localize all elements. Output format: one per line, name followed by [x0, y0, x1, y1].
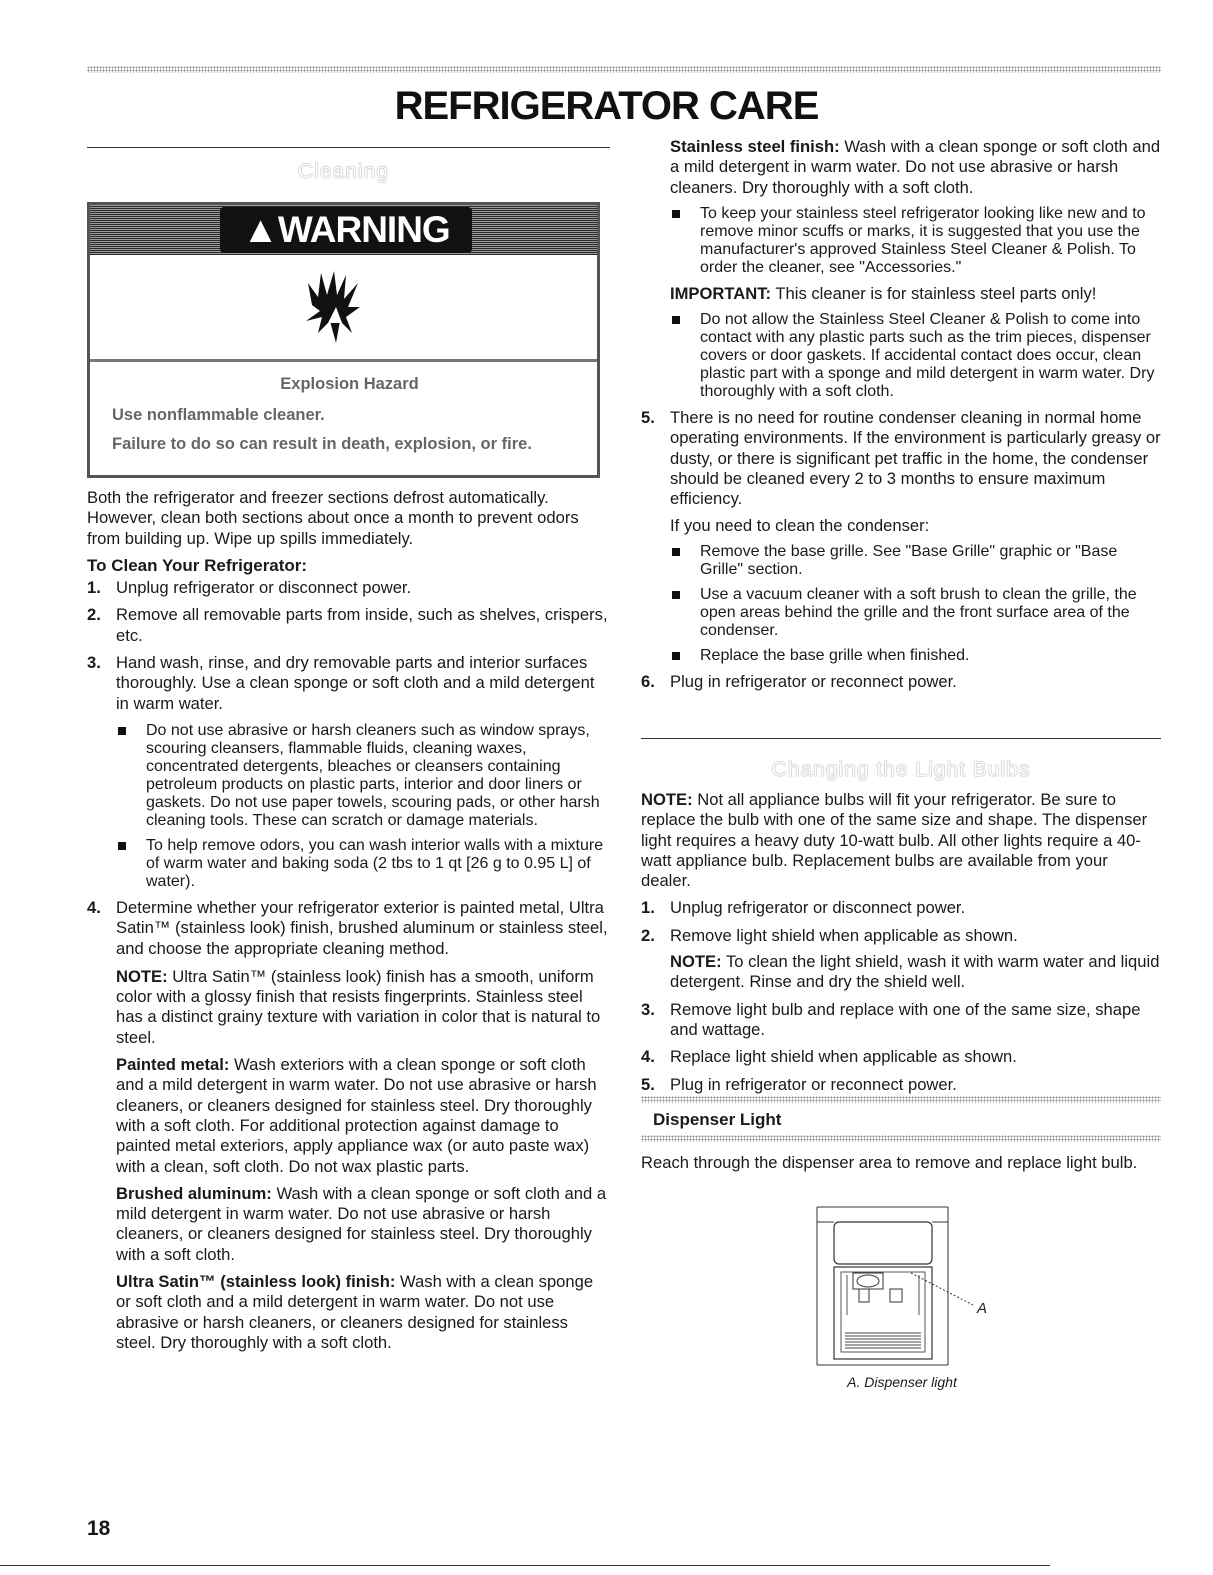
bulbs-note — [641, 790, 1161, 891]
bulb-step-5 — [641, 1075, 1161, 1095]
step-text: Plug in refrigerator or reconnect power. — [670, 1074, 957, 1094]
stainless-paragraph — [670, 137, 1161, 198]
warning-box — [87, 202, 600, 478]
step-text: Remove light shield when applicable as shown. — [670, 925, 1018, 945]
bullet-text: Do not allow the Stainless Steel Cleaner & Polish to come into contact with any plastic parts such as the trim pieces, dispenser covers or door gaskets. If accidental contact does occur, clean plastic part with a sponge and mild detergent in warm water. Dry thoroughly with a soft cloth. — [700, 311, 1155, 401]
bullet-text: Remove the base grille. See "Base Grille" graphic or "Base Grille" section. — [700, 542, 1118, 578]
bulbs-rule — [641, 738, 1161, 739]
stainless-bullets — [670, 205, 1161, 277]
step-num: 6. — [641, 671, 655, 691]
right-column — [641, 137, 1161, 699]
bullet-icon — [672, 210, 680, 218]
bullet-item — [670, 586, 1161, 640]
cleaning-steps — [87, 578, 610, 1353]
ultra-label: Ultra Satin™ (stainless look) finish: — [116, 1272, 396, 1292]
top-dotted-rule — [87, 66, 1161, 73]
bullet-item — [670, 205, 1161, 277]
step-text: There is no need for routine condenser cleaning in normal home operating environments. If the environment is particularly greasy or dusty, or there is significant pet traffic in the home, the condenser should be cleaned every 2 to 3 months to ensure maximum efficiency. — [670, 408, 1161, 509]
step-1 — [87, 578, 610, 598]
dispenser-figure — [815, 1205, 995, 1370]
step-num: 2. — [641, 925, 655, 945]
step-5-bullets — [670, 543, 1161, 665]
note-text: Ultra Satin™ (stainless look) finish has a smooth, uniform color with a glossy finish that resists fingerprints. Stainless steel has a distinct grainy texture with variation in color that is natural to steel. — [116, 966, 601, 1047]
left-column — [87, 488, 610, 1360]
cleaning-rule — [87, 147, 610, 148]
dispenser-rule-bottom — [641, 1135, 1161, 1142]
painted-metal-paragraph — [116, 1055, 610, 1177]
warning-line-2: Failure to do so can result in death, explosion, or fire. — [112, 435, 532, 453]
bullet-item — [670, 543, 1161, 579]
step-num: 4. — [641, 1047, 655, 1067]
note-text: Not all appliance bulbs will fit your refrigerator. Be sure to replace the bulb with one of the same size and shape. The dispenser light requires a heavy duty 10-watt bulb. All other lights require a 40-watt appliance bulb. Replacement bulbs are available from your dealer. — [641, 790, 1148, 891]
dispenser-rule-top — [641, 1096, 1161, 1103]
bottom-rule — [0, 1565, 1050, 1566]
bullet-item — [116, 837, 610, 891]
bullet-icon — [672, 316, 680, 324]
bullet-text: Do not use abrasive or harsh cleaners such as window sprays, scouring cleansers, flammable fluids, cleaning waxes, concentrated detergents, bleaches or cleansers containing petroleum products on plastic parts, interior and door liners or gaskets. Do not use paper towels, scouring pads, or other harsh cleaning tools. These can scratch or damage materials. — [146, 721, 600, 829]
note-label: NOTE: — [670, 952, 722, 972]
step-num: 1. — [641, 898, 655, 918]
bulb-step-2 — [641, 926, 1161, 993]
step-text: Replace light shield when applicable as shown. — [670, 1047, 1017, 1067]
bullet-icon — [118, 727, 126, 735]
warning-label — [220, 207, 472, 253]
step-3 — [87, 653, 610, 891]
brushed-aluminum-paragraph — [116, 1184, 610, 1265]
step-text: Remove all removable parts from inside, such as shelves, crispers, etc. — [116, 605, 608, 645]
bulbs-steps — [641, 898, 1161, 1094]
important-text: This cleaner is for stainless steel parts only! — [775, 283, 1097, 303]
important-paragraph — [670, 284, 1161, 304]
step-text: Remove light bulb and replace with one of the same size, shape and wattage. — [670, 999, 1141, 1039]
warning-text — [112, 375, 587, 464]
ultra-satin-paragraph — [116, 1272, 610, 1353]
note-label: NOTE: — [641, 790, 693, 809]
cleaning-heading: Cleaning — [298, 160, 389, 183]
bullet-text: To help remove odors, you can wash interior walls with a mixture of warm water and baking soda (2 tbs to 1 qt [26 g to 0.95 L] of water). — [146, 836, 604, 890]
step-text: Unplug refrigerator or disconnect power. — [670, 898, 966, 918]
step-text: Determine whether your refrigerator exterior is painted metal, Ultra Satin™ (stainless look) finish, brushed aluminum or stainless steel, and choose the appropriate cleaning method. — [116, 897, 608, 958]
step-2-note — [670, 952, 1161, 993]
clean-subheading: To Clean Your Refrigerator: — [87, 555, 308, 575]
warning-header — [90, 205, 597, 255]
step-num: 5. — [641, 1074, 655, 1094]
step-text: Hand wash, rinse, and dry removable parts and interior surfaces thoroughly. Use a clean sponge or soft cloth and a mild detergent in warm water. — [116, 653, 595, 713]
bulb-step-3 — [641, 1000, 1161, 1041]
step-text: Plug in refrigerator or reconnect power. — [670, 671, 957, 691]
brushed-text: Wash with a clean sponge or soft cloth and a mild detergent in warm water. Do not use abrasive or harsh cleaners, or cleaners designed for stainless steel. Dry thoroughly with a soft cloth. — [116, 1183, 607, 1264]
figure-callout: A — [977, 1300, 988, 1317]
explosion-icon — [90, 255, 597, 359]
bullet-text: To keep your stainless steel refrigerator looking like new and to remove minor scuffs or marks, it is suggested that you use the manufacturer's approved Stainless Steel Cleaner & Polish. To order the cleaner, see "Accessories." — [700, 204, 1146, 276]
step-5-sub: If you need to clean the condenser: — [670, 515, 930, 535]
page-number: 18 — [87, 1517, 111, 1540]
warning-hazard: Explosion Hazard — [280, 375, 419, 393]
important-label: IMPORTANT: — [670, 283, 772, 303]
bullet-text: Replace the base grille when finished. — [700, 646, 970, 664]
warning-separator — [90, 359, 597, 362]
brushed-label: Brushed aluminum: — [116, 1183, 272, 1203]
bullet-item — [670, 311, 1161, 401]
note-paragraph — [116, 967, 610, 1048]
bullet-icon — [672, 652, 680, 660]
bullet-item — [670, 647, 1161, 665]
note-label: NOTE: — [116, 966, 168, 986]
step-num: 3. — [87, 653, 101, 673]
figure-caption: A. Dispenser light — [847, 1374, 957, 1390]
warning-label-text: WARNING — [277, 209, 450, 250]
page-title: REFRIGERATOR CARE — [394, 84, 819, 128]
painted-label: Painted metal: — [116, 1055, 230, 1075]
dispenser-heading: Dispenser Light — [653, 1110, 782, 1129]
step-5 — [641, 408, 1161, 665]
ultra-text: Wash with a clean sponge or soft cloth and a mild detergent in warm water. Do not use abrasive or harsh cleaners, or cleaners designed for stainless steel. Dry thoroughly with a soft cloth. — [116, 1272, 594, 1352]
step-num: 3. — [641, 999, 655, 1019]
step-num: 1. — [87, 578, 101, 598]
step-num: 2. — [87, 605, 101, 625]
alert-triangle-icon: ▲ — [242, 209, 278, 250]
cleaning-intro: Both the refrigerator and freezer sections defrost automatically. However, clean both sections about once a month to prevent odors from building up. Wipe up spills immediately. — [87, 488, 579, 548]
bullet-text: Use a vacuum cleaner with a soft brush to clean the grille, the open areas behind the grille and the front surface area of the condenser. — [700, 585, 1137, 639]
bullet-item — [116, 722, 610, 830]
important-bullets — [670, 311, 1161, 401]
stainless-text: Wash with a clean sponge or soft cloth and a mild detergent in warm water. Do not use abrasive or harsh cleaners. Dry thoroughly with a soft cloth. — [670, 137, 1161, 197]
step-6 — [641, 672, 1161, 692]
cleaning-steps-cont — [641, 408, 1161, 692]
dispenser-text: Reach through the dispenser area to remove and replace light bulb. — [641, 1153, 1138, 1172]
bulbs-heading: Changing the Light Bulbs — [771, 758, 1031, 781]
painted-text: Wash exteriors with a clean sponge or soft cloth and a mild detergent in warm water. Do not use abrasive or harsh cleaners, or cleaners designed for stainless steel. Dry thoroughly with a soft cloth. For additional protection against damage to painted metal exteriors, apply appliance wax (or auto paste wax) with a clean, soft cloth. Do not wax plastic parts. — [116, 1055, 597, 1176]
bullet-icon — [118, 842, 126, 850]
bulb-step-4 — [641, 1047, 1161, 1067]
step-num: 4. — [87, 897, 101, 917]
step-3-bullets — [116, 722, 610, 891]
step-num: 5. — [641, 408, 655, 428]
warning-line-1: Use nonflammable cleaner. — [112, 406, 325, 424]
bulb-step-1 — [641, 898, 1161, 918]
step-2 — [87, 605, 610, 646]
bullet-icon — [672, 591, 680, 599]
bulbs-body — [641, 790, 1161, 1102]
stainless-label: Stainless steel finish: — [670, 137, 840, 156]
note-text: To clean the light shield, wash it with warm water and liquid detergent. Rinse and dry the shield well. — [670, 952, 1160, 992]
step-text: Unplug refrigerator or disconnect power. — [116, 578, 412, 598]
step-4 — [87, 898, 610, 1353]
bullet-icon — [672, 548, 680, 556]
